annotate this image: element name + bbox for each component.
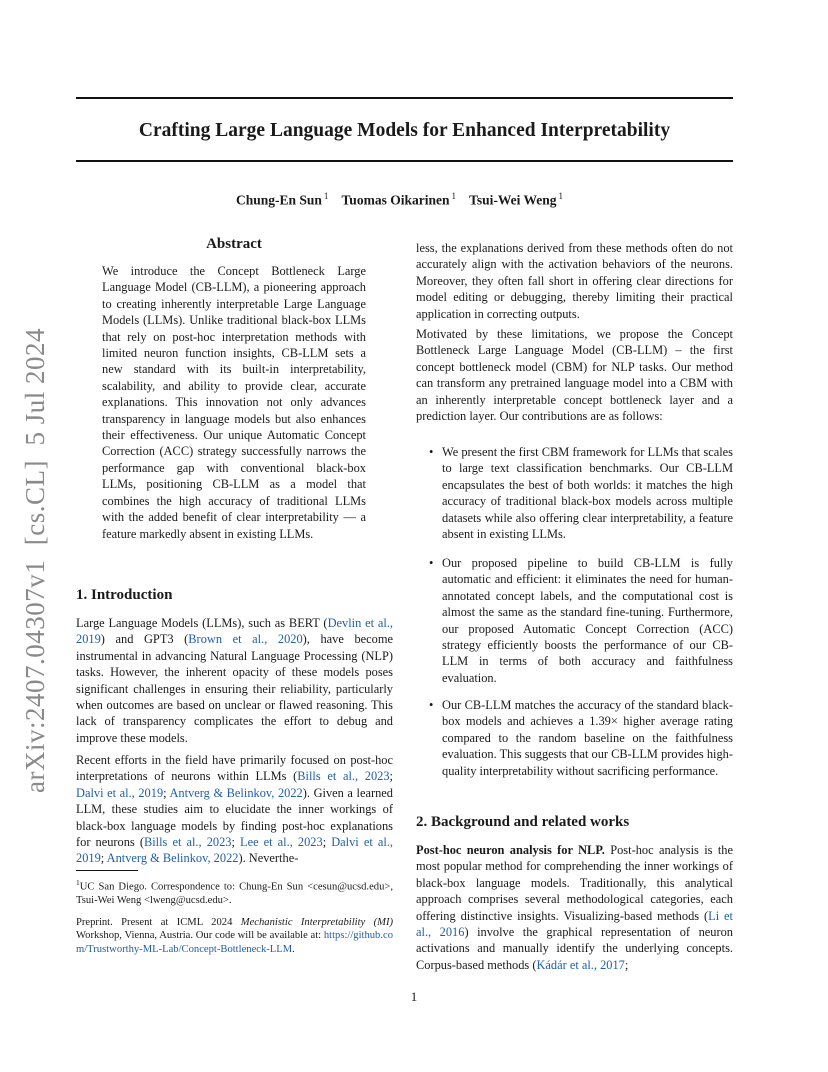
contribution-list	[416, 555, 733, 686]
citation-link[interactable]: Dalvi et al., 2019	[76, 835, 393, 866]
text-run: ) involve the graphical representation of neuron activations and manually identify the underlying concepts. Corpus-based methods (	[416, 925, 733, 972]
text-run: ), have become instrumental in advancing Natural Language Processing (NLP) tasks. However, the inherent opacity of these models poses significant challenges in ensuring their reliability, particularly when outcomes are based on unclear or flawed reasoning. This lack of transparency complicates the effort to debug and improve these models.	[76, 632, 393, 745]
text-run: Post-hoc analysis is the most popular method for comprehending the inner workings of black-box language models. Traditionally, this analytical approach comprises several methodological categories, each offering distinctive insights. Visualizing-based methods (	[416, 843, 733, 923]
title-bottom-rule	[76, 160, 733, 162]
citation-link[interactable]: Antverg & Belinkov, 2022	[106, 851, 239, 866]
background-heading: 2. Background and related works	[416, 814, 630, 830]
footnote-mark: 1	[76, 878, 80, 887]
arxiv-side-stamp: arXiv:2407.04307v1 [cs.CL] 5 Jul 2024	[20, 328, 50, 793]
abstract-text: We introduce the Concept Bottleneck Large Language Model (CB-LLM), a pioneering approach to creating inherently interpretable Large Language Models (LLMs). Unlike traditional black-box LLMs that rely on post-hoc interpretation methods with limited neuron function insights, CB-LLM sets a new standard with its built-in interpretability, scalability, and ability to provide clear, accurate explanations. This innovation not only advances transparency in language models but also enhances their effectiveness. Our unique Automatic Concept Correction (ACC) strategy successfully narrows the performance gap with conventional black-box LLMs, positioning CB-LLM as a model that combines the high accuracy of traditional LLMs with the added benefit of clear interpretability — a feature markedly absent in existing LLMs.	[102, 264, 366, 541]
preprint-note	[76, 916, 393, 956]
text-run: Workshop, Vienna, Austria. Our code will be available at:	[76, 930, 324, 942]
text-run: ;	[100, 851, 107, 866]
footnote	[76, 876, 393, 907]
code-link[interactable]: https://github.com/Trustworthy-ML-Lab/Concept-Bottleneck-LLM	[76, 930, 393, 955]
intro-paragraph	[76, 752, 393, 867]
background-paragraph	[416, 842, 733, 973]
citation-link[interactable]: Li et al., 2016	[416, 908, 733, 940]
text-run: ). Given a learned LLM, these studies aim to elucidate the inner workings of black-box language models by finding post-hoc explanations for neurons (	[76, 785, 393, 850]
intro-heading: 1. Introduction	[76, 587, 173, 603]
author-list	[76, 191, 733, 209]
text-run: .	[292, 943, 295, 955]
list-item-text: Our CB-LLM matches the accuracy of the standard black-box models and achieves a 1.39× higher average rating compared to the random baseline on the faithfulness evaluation. This suggests that our CB-LLM provides high-quality interpretability without sacrificing performance.	[442, 698, 733, 778]
author-affiliation-mark: 1	[323, 191, 329, 201]
text-run: ;	[322, 835, 332, 850]
bullet-mark: •	[429, 445, 434, 459]
author-name: Tsui-Wei Weng	[469, 192, 557, 208]
text-run: ;	[231, 835, 241, 850]
citation-link[interactable]: Lee et al., 2023	[240, 835, 323, 850]
text-run: Large Language Models (LLMs), such as BERT (	[76, 616, 328, 630]
footnote-text: UC San Diego. Correspondence to: Chung-En Sun <cesun@ucsd.edu>, Tsui-Wei Weng <lweng@ucsd.edu>.	[76, 881, 393, 906]
paragraph-lead: Post-hoc neuron analysis for NLP.	[416, 843, 605, 857]
text-run: ) and GPT3 (	[100, 632, 189, 647]
text-run: ;	[624, 957, 629, 972]
title-top-rule	[76, 97, 733, 99]
citation-link[interactable]: Kádár et al., 2017	[536, 957, 625, 972]
right-paragraph: Motivated by these limitations, we propose the Concept Bottleneck Large Language Model (CB-LLM) – the first concept bottleneck model (CBM) for NLP tasks. Our method can transform any pretrained language model into a CBM with an inherently interpretable concept bottleneck layer and a prediction layer. Our contributions are as follows:	[416, 327, 733, 424]
author-name: Tuomas Oikarinen	[341, 192, 450, 208]
text-run: Recent efforts in the field have primarily focused on post-hoc interpretations of neurons within LLMs (	[76, 753, 393, 784]
list-item-text: We present the first CBM framework for LLMs that scales to large text classification benchmarks. Our CB-LLM encapsulates the best of both worlds: it matches the high accuracy of traditional black-box models across multiple datasets while also offering clear interpretability, a feature absent in existing LLMs.	[442, 445, 733, 542]
text-run: ). Neverthe-	[238, 851, 299, 866]
bullet-mark: •	[429, 698, 434, 712]
author-affiliation-mark: 1	[451, 191, 456, 201]
citation-link[interactable]: Bills et al., 2023	[143, 835, 232, 850]
contribution-list	[416, 697, 733, 779]
author-name: Chung-En Sun	[235, 192, 322, 208]
footnote-rule	[76, 870, 138, 871]
text-run: ;	[389, 769, 393, 784]
list-item	[416, 444, 733, 542]
contribution-list	[416, 444, 733, 542]
intro-paragraph	[76, 615, 393, 746]
text-run: Preprint. Present at ICML 2024	[76, 917, 241, 928]
citation-link[interactable]: Devlin et al., 2019	[76, 616, 393, 647]
venue-name: Mechanistic Interpretability (MI)	[240, 917, 394, 928]
text-run: ;	[163, 785, 170, 800]
list-item	[416, 555, 733, 686]
list-item-text: Our proposed pipeline to build CB-LLM is fully automatic and efficient: it eliminates the need for human-annotated concept labels, and the computational cost is almost the same as the standard fine-tuning. Furthermore, our proposed Automatic Concept Correction (ACC) strategy efficiently boosts the performance of our CB-LLM in terms of both accuracy and faithfulness evaluation.	[442, 556, 733, 685]
citation-link[interactable]: Antverg & Belinkov, 2022	[169, 785, 303, 800]
citation-link[interactable]: Bills et al., 2023	[297, 769, 390, 784]
page-number: 1	[410, 989, 418, 1004]
citation-link[interactable]: Dalvi et al., 2019	[76, 785, 164, 800]
bullet-mark: •	[429, 556, 434, 570]
paper-title: Crafting Large Language Models for Enhanced Interpretability	[138, 120, 671, 141]
abstract-heading: Abstract	[206, 236, 262, 252]
citation-link[interactable]: Brown et al., 2020	[188, 632, 303, 647]
right-paragraph: less, the explanations derived from these methods often do not accurately align with the activation behaviors of the neurons. Moreover, they often fall short in offering clear directions for model editing or debugging, thereby limiting their practical application in correcting outputs.	[416, 241, 733, 321]
list-item	[416, 697, 733, 779]
author-affiliation-mark: 1	[558, 191, 564, 201]
